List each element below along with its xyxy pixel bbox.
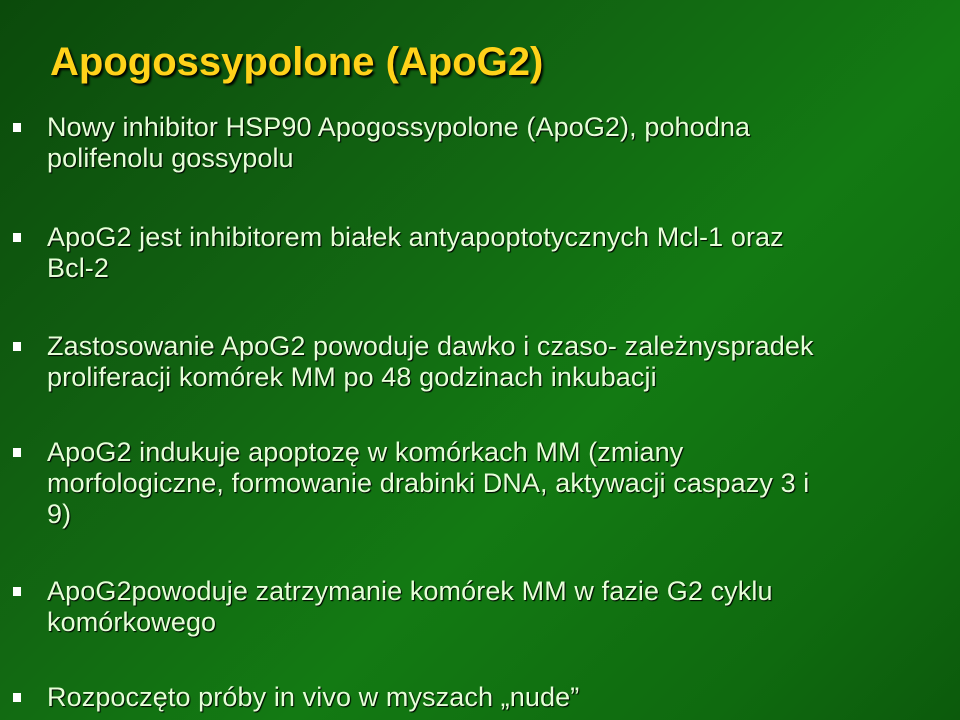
bullet-text: [47, 331, 947, 393]
square-bullet-icon: [13, 123, 21, 132]
bullet-line: Zastosowanie ApoG2 powoduje dawko i czaso- zależnyspradek: [47, 331, 814, 361]
bullet-line: polifenolu gossypolu: [47, 143, 294, 173]
slide-title: Apogossypolone (ApoG2): [50, 40, 544, 84]
bullet-line: Rozpoczęto próby in vivo w myszach „nude”: [47, 682, 580, 712]
square-bullet-icon: [13, 342, 21, 351]
bullet-text: [47, 112, 947, 174]
bullet-text: [47, 682, 947, 713]
square-bullet-icon: [13, 693, 21, 702]
bullet-line: ApoG2 indukuje apoptozę w komórkach MM (zmiany: [47, 437, 684, 467]
bullet-line: proliferacji komórek MM po 48 godzinach inkubacji: [47, 362, 657, 392]
bullet-line: ApoG2 jest inhibitorem białek antyapoptotycznych Mcl-1 oraz: [47, 222, 784, 252]
bullet-line: Bcl-2: [47, 253, 110, 283]
square-bullet-icon: [13, 587, 21, 596]
bullet-text: [47, 576, 947, 638]
bullet-line: ApoG2powoduje zatrzymanie komórek MM w fazie G2 cyklu: [47, 576, 773, 606]
bullet-text: [47, 222, 947, 284]
bullet-line: komórkowego: [47, 607, 217, 637]
square-bullet-icon: [13, 448, 21, 457]
bullet-line: morfologiczne, formowanie drabinki DNA, aktywacji caspazy 3 i: [47, 468, 810, 498]
bullet-line: Nowy inhibitor HSP90 Apogossypolone (ApoG2), pohodna: [47, 112, 751, 142]
bullet-line: 9): [47, 499, 72, 529]
bullet-text: [47, 437, 947, 530]
square-bullet-icon: [13, 233, 21, 242]
